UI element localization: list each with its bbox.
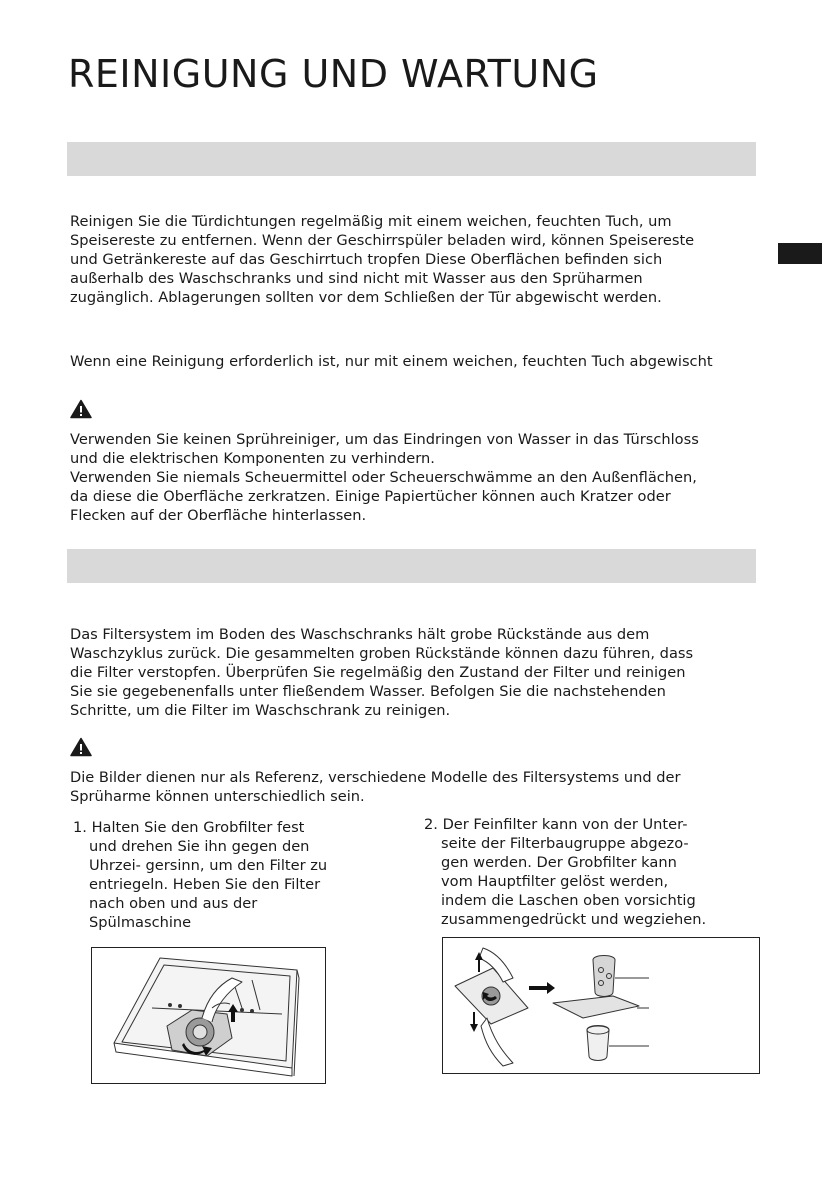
- text-line: nach oben und aus der: [89, 895, 258, 912]
- page-title: REINIGUNG UND WARTUNG: [68, 52, 599, 96]
- step-1-text: [73, 818, 327, 932]
- figure-filter-removal: [91, 947, 326, 1084]
- warning-triangle-icon: [70, 399, 92, 419]
- filter-parts-illustration: [443, 938, 759, 1073]
- section-side-tab: [778, 243, 822, 264]
- text-line: 1. Halten Sie den Grobfilter fest: [73, 819, 305, 836]
- step-2-text: [424, 815, 706, 929]
- text-line: Verwenden Sie niemals Scheuermittel oder Scheuerschwämme an den Außenflächen,: [70, 469, 697, 486]
- text-line: außerhalb des Waschschranks und sind nicht mit Wasser aus den Sprüharmen: [70, 270, 643, 287]
- filter-paragraph: [70, 625, 693, 720]
- text-line: zugänglich. Ablagerungen sollten vor dem Schließen der Tür abgewischt werden.: [70, 289, 662, 306]
- text-line: da diese die Oberfläche zerkratzen. Einige Papiertücher können auch Kratzer oder: [70, 488, 671, 505]
- text-line: und Getränkereste auf das Geschirrtuch tropfen Diese Oberflächen befinden sich: [70, 251, 663, 268]
- text-line: Das Filtersystem im Boden des Waschschranks hält grobe Rückstände aus dem: [70, 626, 650, 643]
- text-line: 2. Der Feinfilter kann von der Unter-: [424, 816, 688, 833]
- text-line: die Filter verstopfen. Überprüfen Sie regelmäßig den Zustand der Filter und reinigen: [70, 664, 686, 681]
- text-line: Reinigen Sie die Türdichtungen regelmäßig mit einem weichen, feuchten Tuch, um: [70, 213, 672, 230]
- warning-triangle-icon: [70, 737, 92, 757]
- dishwasher-tub-illustration: [92, 948, 325, 1083]
- text-line: Spülmaschine: [89, 914, 192, 931]
- text-line: und drehen Sie ihn gegen den: [89, 838, 310, 855]
- warning-1-paragraph: [70, 430, 699, 525]
- section-header-band-2: [67, 549, 756, 583]
- text-line: seite der Filterbaugruppe abgezo-: [441, 835, 689, 852]
- text-line: zusammengedrückt und wegziehen.: [441, 911, 707, 928]
- warning-2-paragraph: [70, 768, 681, 806]
- text-line: Die Bilder dienen nur als Referenz, verschiedene Modelle des Filtersystems und der: [70, 769, 681, 786]
- text-line: Speisereste zu entfernen. Wenn der Geschirrspüler beladen wird, können Speisereste: [70, 232, 695, 249]
- text-line: indem die Laschen oben vorsichtig: [441, 892, 696, 909]
- text-line: und die elektrischen Komponenten zu verhindern.: [70, 450, 435, 467]
- text-line: Sie sie gegebenenfalls unter fließendem Wasser. Befolgen Sie die nachstehenden: [70, 683, 666, 700]
- text-line: vom Hauptfilter gelöst werden,: [441, 873, 669, 890]
- figure-filter-disassembly: [442, 937, 760, 1074]
- text-line: Waschzyklus zurück. Die gesammelten groben Rückstände können dazu führen, dass: [70, 645, 694, 662]
- text-line: Sprüharme können unterschiedlich sein.: [70, 788, 365, 805]
- text-line: Uhrzei- gersinn, um den Filter zu: [89, 857, 328, 874]
- text-line: Flecken auf der Oberfläche hinterlassen.: [70, 507, 367, 524]
- section-header-band-1: [67, 142, 756, 176]
- text-line: gen werden. Der Grobfilter kann: [441, 854, 677, 871]
- text-line: Wenn eine Reinigung erforderlich ist, nur mit einem weichen, feuchten Tuch abgewischt: [70, 353, 713, 370]
- wipe-note: [70, 352, 713, 371]
- text-line: Verwenden Sie keinen Sprühreiniger, um das Eindringen von Wasser in das Türschloss: [70, 431, 699, 448]
- door-seal-paragraph: [70, 212, 694, 307]
- text-line: Schritte, um die Filter im Waschschrank zu reinigen.: [70, 702, 451, 719]
- text-line: entriegeln. Heben Sie den Filter: [89, 876, 321, 893]
